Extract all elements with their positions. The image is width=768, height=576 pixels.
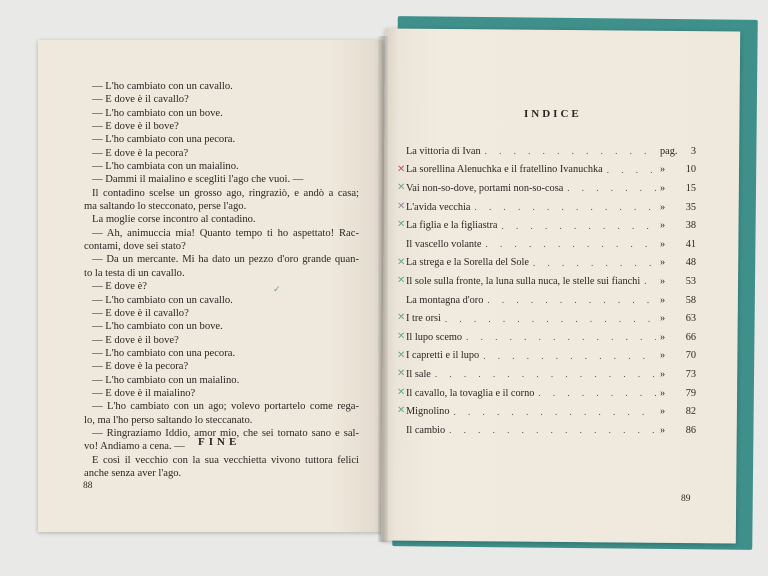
pen-cross-icon: ✕ <box>397 386 406 398</box>
table-of-contents <box>397 142 696 440</box>
toc-entry-page: 70 <box>685 350 696 362</box>
toc-entry <box>406 235 696 254</box>
toc-entry-title: Il sale <box>406 368 431 380</box>
toc-entry-title: La figlia e la figliastra <box>406 220 498 232</box>
toc-entry-page: 15 <box>685 182 696 194</box>
toc-leader-dots <box>502 221 657 231</box>
pen-cross-icon: ✕ <box>397 368 406 380</box>
left-page-story-text <box>84 80 359 480</box>
toc-entry <box>397 309 696 328</box>
toc-entry-page: 66 <box>685 331 696 343</box>
text-line: — E dove è la pecora? <box>92 147 189 159</box>
text-line: — Ringraziamo Iddio, amor mio, che sei tornato sano e sal- <box>92 427 359 439</box>
toc-entry <box>397 216 696 235</box>
toc-entry-title: La vittoria di Ivan <box>406 145 481 157</box>
toc-entry-marker: » <box>660 238 666 250</box>
toc-entry <box>397 272 696 291</box>
index-title: INDICE <box>524 108 582 120</box>
toc-entry <box>397 347 696 366</box>
text-line: — L'ho cambiato con un bove. <box>92 107 223 119</box>
text-line: anche senza aver l'ago. <box>84 467 182 479</box>
text-line: — L'ho cambiato con un ago; volevo portartelo come rega- <box>92 401 359 413</box>
toc-entry <box>397 384 696 403</box>
text-line: — L'ho cambiato con una pecora. <box>92 134 236 146</box>
text-line: La moglie corse incontro al contadino. <box>92 214 256 226</box>
toc-entry-marker: » <box>660 406 666 418</box>
toc-entry-title: Vai non-so-dove, portami non-so-cosa <box>406 182 564 194</box>
toc-entry-page: 63 <box>685 313 696 325</box>
toc-entry-marker: » <box>660 350 666 362</box>
toc-entry-marker: » <box>660 313 666 325</box>
end-label: FINE <box>198 436 241 448</box>
toc-entry-marker: pag. <box>660 145 678 157</box>
toc-entry-marker: » <box>660 201 666 213</box>
toc-entry-title: L'avida vecchia <box>406 201 471 213</box>
toc-entry-marker: » <box>660 387 666 399</box>
toc-leader-dots <box>485 239 656 249</box>
toc-entry-page: 41 <box>685 238 696 250</box>
toc-entry-marker: » <box>660 182 666 194</box>
pen-cross-icon: ✕ <box>397 219 406 231</box>
toc-entry <box>397 198 696 217</box>
toc-entry-title: Il sole sulla fronte, la luna sulla nuca, le stelle sui fianchi <box>406 275 641 287</box>
text-line: — L'ho cambiato con un maialino. <box>92 374 240 386</box>
toc-entry <box>397 161 696 180</box>
toc-leader-dots <box>435 369 656 379</box>
toc-leader-dots <box>453 407 656 417</box>
toc-entry <box>406 142 696 161</box>
toc-entry-title: Il cambio <box>406 424 446 436</box>
toc-entry-marker: » <box>660 257 666 269</box>
pen-cross-icon: ✕ <box>397 163 406 175</box>
toc-entry-page: 10 <box>685 164 696 176</box>
pen-cross-icon: ✕ <box>397 312 406 324</box>
pen-cross-icon: ✕ <box>397 275 406 287</box>
text-line: — E dove è il cavallo? <box>92 94 189 106</box>
toc-entry <box>406 421 696 440</box>
text-line: ma saltando lo stecconato, perse l'ago. <box>84 201 247 213</box>
toc-entry-page: 79 <box>685 387 696 399</box>
text-line: — E dove è la pecora? <box>92 361 189 373</box>
toc-entry-title: Il lupo scemo <box>406 331 463 343</box>
pen-cross-icon: ✕ <box>397 405 406 417</box>
toc-entry-title: Il vascello volante <box>406 238 482 250</box>
toc-entry-marker: » <box>660 220 666 232</box>
toc-entry-marker: » <box>660 331 666 343</box>
pen-cross-icon: ✕ <box>397 349 406 361</box>
toc-entry-title: La montagna d'oro <box>406 294 484 306</box>
toc-leader-dots <box>533 258 656 268</box>
toc-leader-dots <box>567 183 656 193</box>
text-line: — E dove è il cavallo? <box>92 307 189 319</box>
toc-entry <box>397 328 696 347</box>
toc-leader-dots <box>485 146 656 156</box>
toc-entry-title: Il cavallo, la tovaglia e il corno <box>406 387 535 399</box>
toc-leader-dots <box>644 276 656 286</box>
toc-entry-title: I tre orsi <box>406 313 441 325</box>
pen-cross-icon: ✕ <box>397 200 406 212</box>
toc-entry-page: 53 <box>685 275 696 287</box>
toc-entry-title: I capretti e il lupo <box>406 350 480 362</box>
toc-entry-title: La strega e la Sorella del Sole <box>406 257 529 269</box>
toc-leader-dots <box>487 295 656 305</box>
text-line: — E dove è? <box>92 281 148 293</box>
toc-entry-page: 3 <box>690 145 696 157</box>
pen-cross-icon: ✕ <box>397 330 406 342</box>
toc-entry-marker: » <box>660 424 666 436</box>
text-line: Il contadino scelse un grosso ago, ringraziò, e andò a casa; <box>92 187 359 199</box>
toc-leader-dots <box>449 425 656 435</box>
text-line: lo, ma l'ho perso saltando lo steccanato. <box>84 414 253 426</box>
toc-leader-dots <box>466 332 656 342</box>
text-line: — L'ho cambiata con un maialino. <box>92 161 239 173</box>
toc-entry <box>406 291 696 310</box>
toc-entry <box>397 179 696 198</box>
toc-entry-page: 82 <box>685 406 696 418</box>
text-line: — L'ho cambiato con un cavallo. <box>92 81 233 92</box>
toc-leader-dots <box>538 388 656 398</box>
toc-entry <box>397 365 696 384</box>
toc-entry-page: 35 <box>685 201 696 213</box>
toc-entry-page: 38 <box>685 220 696 232</box>
pen-check-icon: ✓ <box>273 285 281 295</box>
toc-entry-page: 73 <box>685 368 696 380</box>
text-line: — Dammi il maialino e scegliti l'ago che vuoi. — <box>92 174 304 186</box>
text-line: — L'ho cambiato con una pecora. <box>92 347 236 359</box>
toc-entry-page: 48 <box>685 257 696 269</box>
text-line: — E dove è il maialino? <box>92 387 196 399</box>
toc-entry-marker: » <box>660 164 666 176</box>
text-line: E così il vecchio con la sua vecchietta vivono tuttora felici <box>92 454 359 466</box>
text-line: — L'ho cambiato con un bove. <box>92 321 223 333</box>
text-line: — E dove è il bove? <box>92 121 179 133</box>
text-line: — L'ho cambiato con un cavallo. <box>92 294 233 306</box>
toc-leader-dots <box>483 351 656 361</box>
toc-entry-marker: » <box>660 294 666 306</box>
toc-leader-dots <box>607 165 656 175</box>
text-line: — E dove è il bove? <box>92 334 179 346</box>
toc-entry-marker: » <box>660 368 666 380</box>
book-spine <box>378 36 388 542</box>
toc-entry-title: La sorellina Alenuchka e il fratellino Ivanuchka <box>406 164 603 176</box>
pen-cross-icon: ✕ <box>397 182 406 194</box>
pen-cross-icon: ✕ <box>397 256 406 268</box>
toc-leader-dots <box>445 314 656 324</box>
toc-leader-dots <box>474 202 656 212</box>
text-line: to la testa di un cavallo. <box>84 267 185 279</box>
toc-entry <box>397 254 696 273</box>
left-page-number: 88 <box>83 481 93 491</box>
right-page-number: 89 <box>681 494 691 504</box>
toc-entry-title: Mignolino <box>406 406 450 418</box>
text-line: — Da un mercante. Mi ha dato un pezzo d'oro grande quan- <box>92 254 359 266</box>
text-line: contami, dove sei stato? <box>84 241 186 253</box>
text-line: — Ah, animuccia mia! Quanto tempo ti ho aspettato! Rac- <box>92 227 359 239</box>
text-line: vo! Andiamo a cena. — <box>84 441 185 453</box>
toc-entry-page: 58 <box>685 294 696 306</box>
toc-entry-marker: » <box>660 275 666 287</box>
toc-entry <box>397 402 696 421</box>
toc-entry-page: 86 <box>685 424 696 436</box>
